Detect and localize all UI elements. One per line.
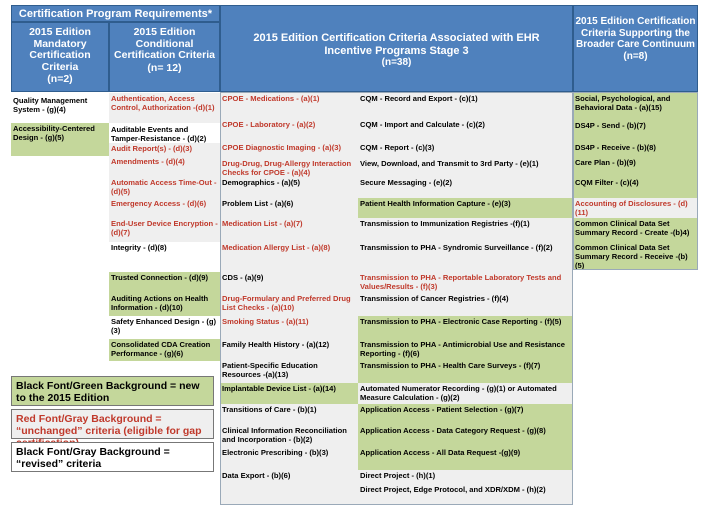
header-mandatory-count: (n=2) — [47, 73, 73, 85]
header-stage3 — [220, 5, 573, 92]
col3a-criterion-6: Problem List - (a)(6) — [220, 198, 358, 218]
col3a-criterion-14: Implantable Device List - (a)(14) — [220, 383, 358, 404]
col2-criterion-7: End-User Device Encryption - (d)(7) — [109, 218, 220, 242]
col3b-criterion-1: CQM - Record and Export - (c)(1) — [358, 93, 573, 119]
header-care-continuum-count: (n=8) — [623, 50, 648, 62]
col2-criterion-10: Auditing Actions on Health Information - (d)(10) — [109, 293, 220, 316]
col2-criterion-3: Audit Report(s) - (d)(3) — [109, 143, 220, 156]
header-care-continuum-title: 2015 Edition Certification Criteria Supporting the Broader Care Continuum — [575, 16, 696, 50]
col3b-criterion-15: Application Access - Patient Selection - (g)(7) — [358, 404, 573, 425]
col3a-criterion-8: Medication Allergy List - (a)(8) — [220, 242, 358, 272]
col4-criterion-5: CQM Filter - (c)(4) — [573, 177, 698, 198]
col3b-criterion-16: Application Access - Data Category Request - (g)(8) — [358, 425, 573, 447]
legend-revised: Black Font/Gray Background = “revised” criteria — [11, 442, 214, 472]
col3b-criterion-17: Application Access - All Data Request -(g)(9) — [358, 447, 573, 470]
col3a-criterion-18: Data Export - (b)(6) — [220, 470, 358, 505]
col3b-criterion-12: Transmission to PHA - Antimicrobial Use and Resistance Reporting - (f)(6) — [358, 339, 573, 360]
col3a-criterion-3: CPOE Diagnostic Imaging - (a)(3) — [220, 142, 358, 158]
col3a-criterion-16: Clinical Information Reconciliation and Incorporation - (b)(2) — [220, 425, 358, 447]
header-mandatory — [11, 22, 109, 92]
col3a-criterion-7: Medication List - (a)(7) — [220, 218, 358, 242]
col3a-criterion-9: CDS - (a)(9) — [220, 272, 358, 293]
col3a-criterion-11: Smoking Status - (a)(11) — [220, 316, 358, 339]
col3a-criterion-17: Electronic Prescribing - (b)(3) — [220, 447, 358, 470]
col3b-criterion-6: Patient Health Information Capture - (e)(3) — [358, 198, 573, 218]
col3a-criterion-10: Drug-Formulary and Preferred Drug List Checks - (a)(10) — [220, 293, 358, 316]
legend-unchanged: Red Font/Gray Background = “unchanged” criteria (eligible for gap — [11, 409, 214, 439]
col3b-criterion-3: CQM - Report - (c)(3) — [358, 142, 573, 158]
col4-criterion-3: DS4P - Receive - (b)(8) — [573, 142, 698, 157]
col2-criterion-4: Amendments - (d)(4) — [109, 156, 220, 177]
col2-criterion-2: Auditable Events and Tamper-Resistance - (d)(2) — [109, 124, 220, 143]
col3b-criterion-14: Automated Numerator Recording - (g)(1) or Automated Measure Calculation - (g)(2) — [358, 383, 573, 404]
legend-new: Black Font/Green Background = new to the 2015 Edition — [11, 376, 214, 406]
header-conditional — [109, 22, 220, 92]
header-stage3-title: 2015 Edition Certification Criteria Associated with EHR Incentive Programs Stage 3 — [253, 32, 540, 57]
col3b-criterion-18: Direct Project - (h)(1) — [358, 470, 573, 484]
header-conditional-count: (n= 12) — [147, 61, 182, 74]
col4-criterion-8: Common Clinical Data Set Summary Record - Receive -(b)(5) — [573, 242, 698, 270]
col3b-criterion-11: Transmission to PHA - Electronic Case Reporting - (f)(5) — [358, 316, 573, 339]
col2-criterion-12: Consolidated CDA Creation Performance - (g)(6) — [109, 339, 220, 361]
col2-criterion-9: Trusted Connection - (d)(9) — [109, 272, 220, 293]
col3a-criterion-2: CPOE - Laboratory - (a)(2) — [220, 119, 358, 142]
col3a-criterion-4: Drug-Drug, Drug-Allergy Interaction Checks for CPOE - (a)(4) — [220, 158, 358, 177]
col3a-criterion-13: Patient-Specific Education Resources -(a)(13) — [220, 360, 358, 383]
header-mandatory-title: 2015 Edition Mandatory Certification Criteria — [29, 26, 91, 73]
col3a-criterion-12: Family Health History - (a)(12) — [220, 339, 358, 360]
col3b-criterion-9: Transmission to PHA - Reportable Laboratory Tests and Values/Results - (f)(3) — [358, 272, 573, 293]
col3b-criterion-13: Transmission to PHA - Health Care Surveys - (f)(7) — [358, 360, 573, 383]
col4-criterion-6: Accounting of Disclosures - (d)(11) — [573, 198, 698, 218]
col3b-criterion-7: Transmission to Immunization Registries -(f)(1) — [358, 218, 573, 242]
col3b-criterion-8: Transmission to PHA - Syndromic Surveillance - (f)(2) — [358, 242, 573, 272]
header-stage3-count: (n=38) — [381, 57, 412, 68]
header-conditional-title: 2015 Edition Conditional Certification Criteria — [114, 26, 215, 61]
col3b-criterion-10: Transmission of Cancer Registries - (f)(4) — [358, 293, 573, 316]
col3a-criterion-5: Demographics - (a)(5) — [220, 177, 358, 198]
col4-criterion-4: Care Plan - (b)(9) — [573, 157, 698, 177]
col2-criterion-5: Automatic Access Time-Out - (d)(5) — [109, 177, 220, 198]
header-care-continuum — [573, 5, 698, 92]
col2-criterion-8: Integrity - (d)(8) — [109, 242, 220, 272]
col3b-criterion-4: View, Download, and Transmit to 3rd Party - (e)(1) — [358, 158, 573, 177]
col3a-criterion-1: CPOE - Medications - (a)(1) — [220, 93, 358, 119]
col1-criterion-2: Accessibility-Centered Design - (g)(5) — [11, 123, 109, 156]
col3a-criterion-15: Transitions of Care - (b)(1) — [220, 404, 358, 425]
col1-criterion-1: Quality Management System - (g)(4) — [11, 95, 109, 122]
col3b-criterion-5: Secure Messaging - (e)(2) — [358, 177, 573, 198]
col3b-criterion-19: Direct Project, Edge Protocol, and XDR/XDM - (h)(2) — [358, 484, 573, 505]
col3b-criterion-2: CQM - Import and Calculate - (c)(2) — [358, 119, 573, 142]
col2-criterion-1: Authentication, Access Control, Authorization -(d)(1) — [109, 93, 220, 123]
col4-criterion-7: Common Clinical Data Set Summary Record - Create -(b)4) — [573, 218, 698, 242]
col4-criterion-1: Social, Psychological, and Behavioral Data - (a)(15) — [573, 93, 698, 120]
program-requirements-banner: Certification Program Requirements* — [11, 5, 220, 22]
col4-criterion-2: DS4P - Send - (b)(7) — [573, 120, 698, 142]
col2-criterion-6: Emergency Access - (d)(6) — [109, 198, 220, 218]
col2-criterion-11: Safety Enhanced Design - (g)(3) — [109, 316, 220, 339]
